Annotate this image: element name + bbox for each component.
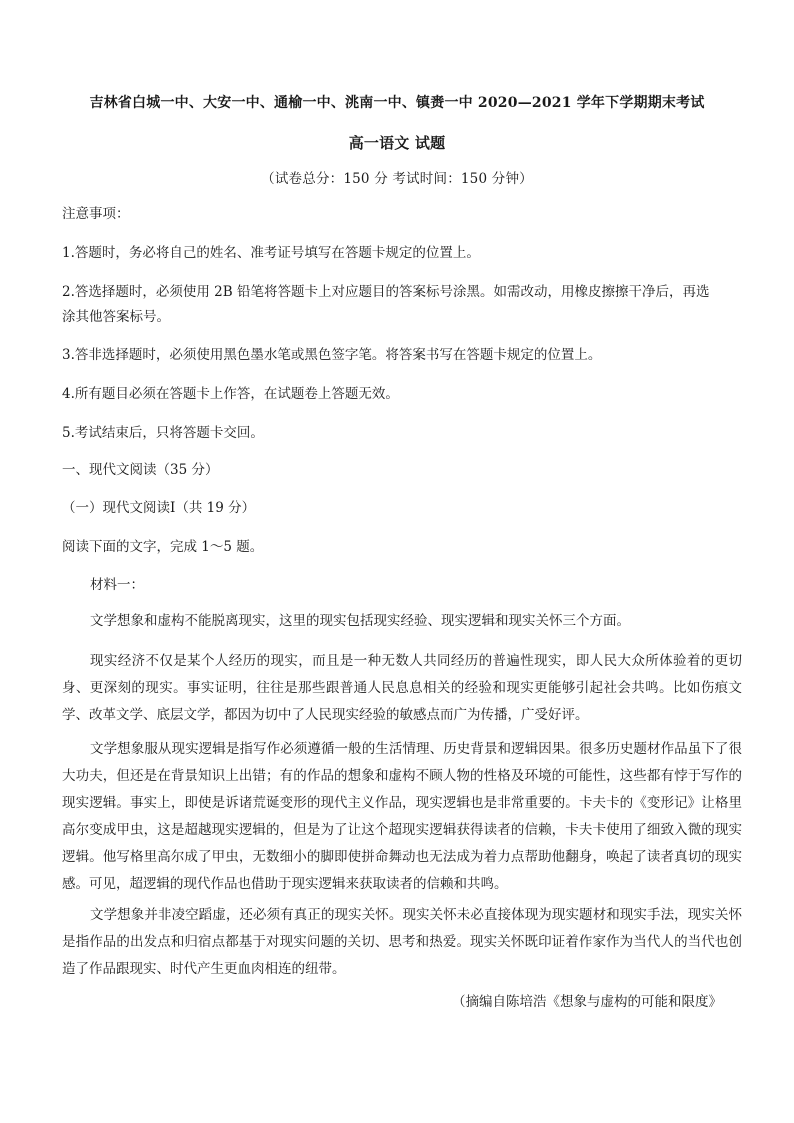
paragraph-1: 文学想象和虚构不能脱离现实，这里的现实包括现实经验、现实逻辑和现实关怀三个方面。 (90, 613, 630, 629)
paragraph-4: 文学想象并非凌空蹈虚，还必须有真正的现实关怀。现实关怀未必直接体现为现实题材和现实手法，现实关怀是指作品的出发点和归宿点都基于对现实问题的关切、思考和热爱。现实关怀既印证着作家作为当代人的当代也创造了作品跟现实、时代产生更血肉相连的纽带。 (62, 907, 742, 977)
exam-subtitle: 高一语文 试题 (348, 134, 446, 152)
notice-item-4: 4.所有题目必须在答题卡上作答，在试题卷上答题无效。 (62, 386, 399, 402)
notice-item-5: 5.考试结束后，只将答题卡交回。 (62, 425, 264, 441)
notice-item-2-line-1: 2.答选择题时，必须使用 2B 铅笔将答题卡上对应题目的答案标号涂黑。如需改动，用橡皮擦擦干净后，再选 (62, 284, 710, 300)
paragraph-3: 文学想象服从现实逻辑是指写作必须遵循一般的生活情理、历史背景和逻辑因果。很多历史题材作品虽下了很大功夫，但还是在背景知识上出错；有的作品的想象和虚构不顾人物的性格及环境的可能性，这些都有悖于写作的现实逻辑。事实上，即使是诉诸荒诞变形的现代主义作品，现实逻辑也是非常重要的。卡夫卡的《变形记》让格里高尔变成甲虫，这是超越现实逻辑的，但是为了让这个超现实逻辑获得读者的信赖，卡夫卡使用了细致入微的现实逻辑。他写格里高尔成了甲虫，无数细小的脚即使拼命舞动也无法成为着力点帮助他翻身，唤起了读者真切的现实感。可见，超逻辑的现代作品也借助于现实逻辑来获取读者的信赖和共鸣。 (62, 741, 742, 892)
paragraph-2: 现实经济不仅是某个人经历的现实，而且是一种无数人共同经历的普遍性现实，即人民大众所体验着的更切身、更深刻的现实。事实证明，往往是那些跟普通人民息息相关的经验和现实更能够引起社会共鸣。比如伤痕文学、改革文学、底层文学，都因为切中了人民现实经验的敏感点而广为传播，广受好评。 (62, 653, 742, 723)
source-citation: （摘编自陈培浩《想象与虚构的可能和限度》 (452, 994, 722, 1010)
section-heading: 一、现代文阅读（35 分） (62, 462, 219, 478)
notice-heading: 注意事项： (62, 206, 130, 222)
subsection-heading: （一）现代文阅读Ⅰ（共 19 分） (62, 500, 256, 516)
notice-item-3: 3.答非选择题时，必须使用黑色墨水笔或黑色签字笔。将答案书写在答题卡规定的位置上。 (62, 347, 602, 363)
exam-info: （试卷总分：150 分 考试时间：150 分钟） (261, 171, 533, 187)
exam-title: 吉林省白城一中、大安一中、通榆一中、洮南一中、镇赉一中 2020—2021 学年下学期期末考试 (89, 95, 705, 111)
reading-instruction: 阅读下面的文字，完成 1～5 题。 (62, 539, 264, 555)
notice-item-2-line-2: 涂其他答案标号。 (62, 309, 170, 325)
notice-item-1: 1.答题时，务必将自己的姓名、准考证号填写在答题卡规定的位置上。 (62, 245, 480, 261)
material-label: 材料一： (90, 577, 144, 593)
